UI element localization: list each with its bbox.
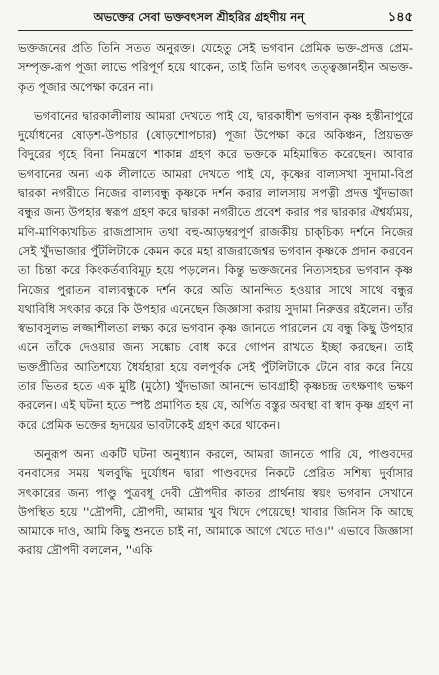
page-number: ১৪৫ (387, 10, 413, 25)
running-head: অভক্তের সেবা ভক্তবৎসল শ্রীহরির গ্রহণীয় নন্ (93, 10, 305, 24)
page-body (18, 39, 413, 561)
paragraph-3: অনুরূপ অন্য একটি ঘটনা অনুধ্যান করলে, আমরা জানতে পারি যে, পাণ্ডবদের বনবাসের সময় খলবুদ্ধি দুর্যোধন দ্বারা পাণ্ডবদের নিকটে প্রেরিত সশিষ্য দুর্বাসার সৎকারের জন্য পাণ্ডু পুত্রবধূ দেবী দ্রৌপদীর কাতর প্রার্থনায় স্বয়ং ভগবান সেখানে উপস্থিত হয়ে ''দ্রৌপদী, দ্রৌপদী, আমার খুব খিদে পেয়েছে! খাবার জিনিস কি আছে আমাকে দাও, আমি কিছু শুনতে চাই না, আমাকে আগে খেতে দাও।'' এভাবে জিজ্ঞাসা করায় দ্রৌপদী বললেন, ''একি (18, 446, 413, 558)
page-header (18, 8, 413, 31)
paragraph-2: ভগবানের দ্বারকালীলায় আমরা দেখতে পাই যে, দ্বারকাধীশ ভগবান কৃষ্ণ হস্তীনাপুরে দুর্যোধনের ষোড়শ-উপচার (ষোড়শোপচার) পূজা উপেক্ষা করে অকিঞ্চন, প্রিয়ভক্ত বিদুরের গৃহে বিনা নিমন্ত্রণে শাকান্ন গ্রহণ করে ভক্তকে মহিমান্বিত করেছেন। আবার ভগবানের অন্য এক লীলাতে আমরা দেখতে পাই যে, কৃষ্ণের বাল্যসখা সুদামা-বিপ্র দ্বারকা নগরীতে নিজের বাল্যবন্ধু কৃষ্ণকে দর্শন করার লালসায় সপত্নী প্রদত্ত খুঁদভাজা বন্ধুর জন্য উপহার স্বরূপ গ্রহণ করে দ্বারকা নগরীতে প্রবেশ করার পর দ্বারকার ঐশ্বর্য্যময়, মণি-মাণিক্যখচিত রাজপ্রাসাদ তথা বহু-আড়ম্বরপূর্ণ রাজকীয় চাক্‌চিক্য দর্শনে নিজের সেই খুঁদভাজার পুঁটলিটাকে কেমন করে মহা রাজরাজেশ্বর ভগবান কৃষ্ণকে প্রদান করবেন তা চিন্তা করে কিংকর্তব্যবিমূঢ় হয়ে পড়লেন। কিন্তু ভক্তজনের নিত্যসহচর ভগবান কৃষ্ণ নিজের পুরাতন বাল্যবন্ধুকে দর্শন করে অতি আনন্দিত হওয়ার সাথে সাথে বন্ধুর যথাবিধি সৎকার করে কি উপহার এনেছেন জিজ্ঞাসা করায় সুদামা নিরুত্তর রইলেন। তাঁর স্বভাবসুলভ লজ্জাশীলতা লক্ষ্য করে ভগবান কৃষ্ণ জানতে পারলেন যে বন্ধু কিছু উপহার এনে তাঁকে দেওয়ার জন্য সঙ্কোচ বোধ করে গোপন রাখতে ইচ্ছা করছেন। তাই ভক্তপ্রীতির আতিশয্যে ধৈর্যহারা হয়ে বলপূর্বক সেই পুঁটলিটাকে টেনে বার করে নিয়ে তার ভিতর হতে এক মুষ্টি (মুঠো) খুঁদভাজা আনন্দে ভাবগ্রাহী কৃষ্ণচন্দ্র তৎক্ষণাৎ ভক্ষণ করলেন। এই ঘটনা হতে স্পষ্ট প্রমাণিত হয় যে, অর্পিত বস্তুর অবস্থা বা স্বাদ কৃষ্ণ গ্রহণ না করে প্রেমিক ভক্তের হৃদয়ের ভাবটাকেই গ্রহণ করে থাকেন। (18, 108, 413, 432)
paragraph-1: ভক্তজনের প্রতি তিনি সতত অনুরক্ত। যেহেতু সেই ভগবান প্রেমিক ভক্ত-প্রদত্ত প্রেম-সম্পৃক্ত-রূপ পূজা লাভে পরিপূর্ণ হয়ে থাকেন, তাই তিনি ভগবৎ তত্ত্বজ্ঞানহীন অভক্ত-কৃত পূজার অপেক্ষা করেন না। (18, 41, 413, 94)
